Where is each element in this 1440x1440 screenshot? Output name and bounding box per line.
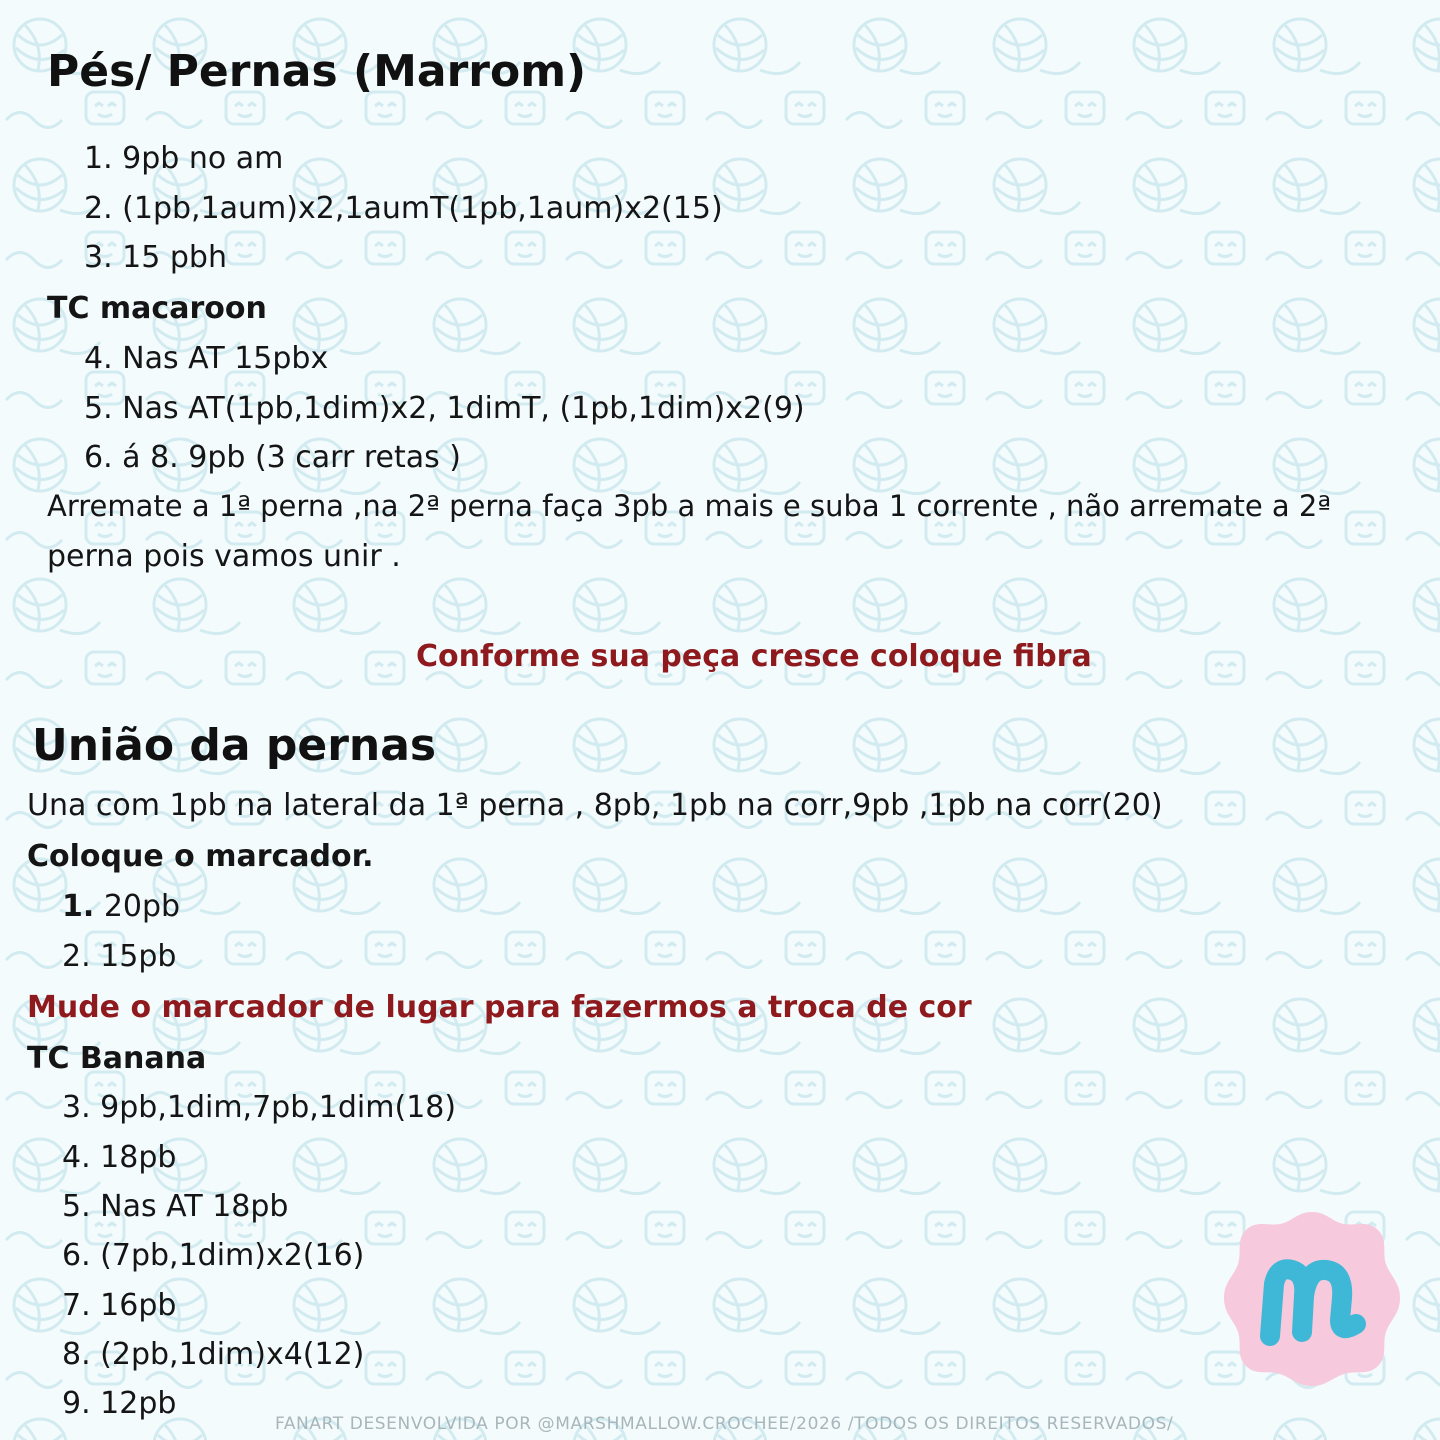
section-title-legs: Pés/ Pernas (Marrom) [47,46,587,97]
step-item [62,889,181,924]
step-item: 8. (2pb,1dim)x4(12) [62,1337,365,1372]
step-item: 2. 15pb [62,939,177,974]
step-item: 5. Nas AT 18pb [62,1189,289,1224]
step-number: 1. [62,889,95,924]
join-instruction: Una com 1pb na lateral da 1ª perna , 8pb, 1pb na corr,9pb ,1pb na corr(20) [27,788,1163,823]
step-item: 3. 15 pbh [84,240,227,275]
step-item: 1. 9pb no am [84,141,284,176]
step-item: 4. Nas AT 15pbx [84,341,329,376]
color-change-label: TC Banana [27,1041,207,1076]
step-item: 9. 12pb [62,1386,177,1421]
brand-logo [1222,1208,1402,1388]
marker-note: Coloque o marcador. [27,839,374,874]
step-item: 4. 18pb [62,1140,177,1175]
step-text: 20pb [94,889,181,924]
step-item: 3. 9pb,1dim,7pb,1dim(18) [62,1090,457,1125]
step-item: 6. á 8. 9pb (3 carr retas ) [84,440,461,475]
step-item: 7. 16pb [62,1288,177,1323]
step-item: 5. Nas AT(1pb,1dim)x2, 1dimT, (1pb,1dim)x2(9) [84,391,805,426]
finishing-note-line1: Arremate a 1ª perna ,na 2ª perna faça 3pb a mais e suba 1 corrente , não arremate a 2ª [47,489,1332,523]
color-change-label: TC macaroon [47,291,267,326]
step-item: 6. (7pb,1dim)x2(16) [62,1238,365,1273]
copyright-footer: FANART DESENVOLVIDA POR @MARSHMALLOW.CROCHEE/2026 /TODOS OS DIREITOS RESERVADOS/ [275,1414,1174,1434]
section-title-join-legs: União da pernas [32,720,437,771]
marker-move-note: Mude o marcador de lugar para fazermos a troca de cor [27,990,972,1025]
stuffing-tip: Conforme sua peça cresce coloque fibra [416,639,1092,674]
step-item: 2. (1pb,1aum)x2,1aumT(1pb,1aum)x2(15) [84,191,723,226]
finishing-note-line2: perna pois vamos unir . [47,539,401,574]
